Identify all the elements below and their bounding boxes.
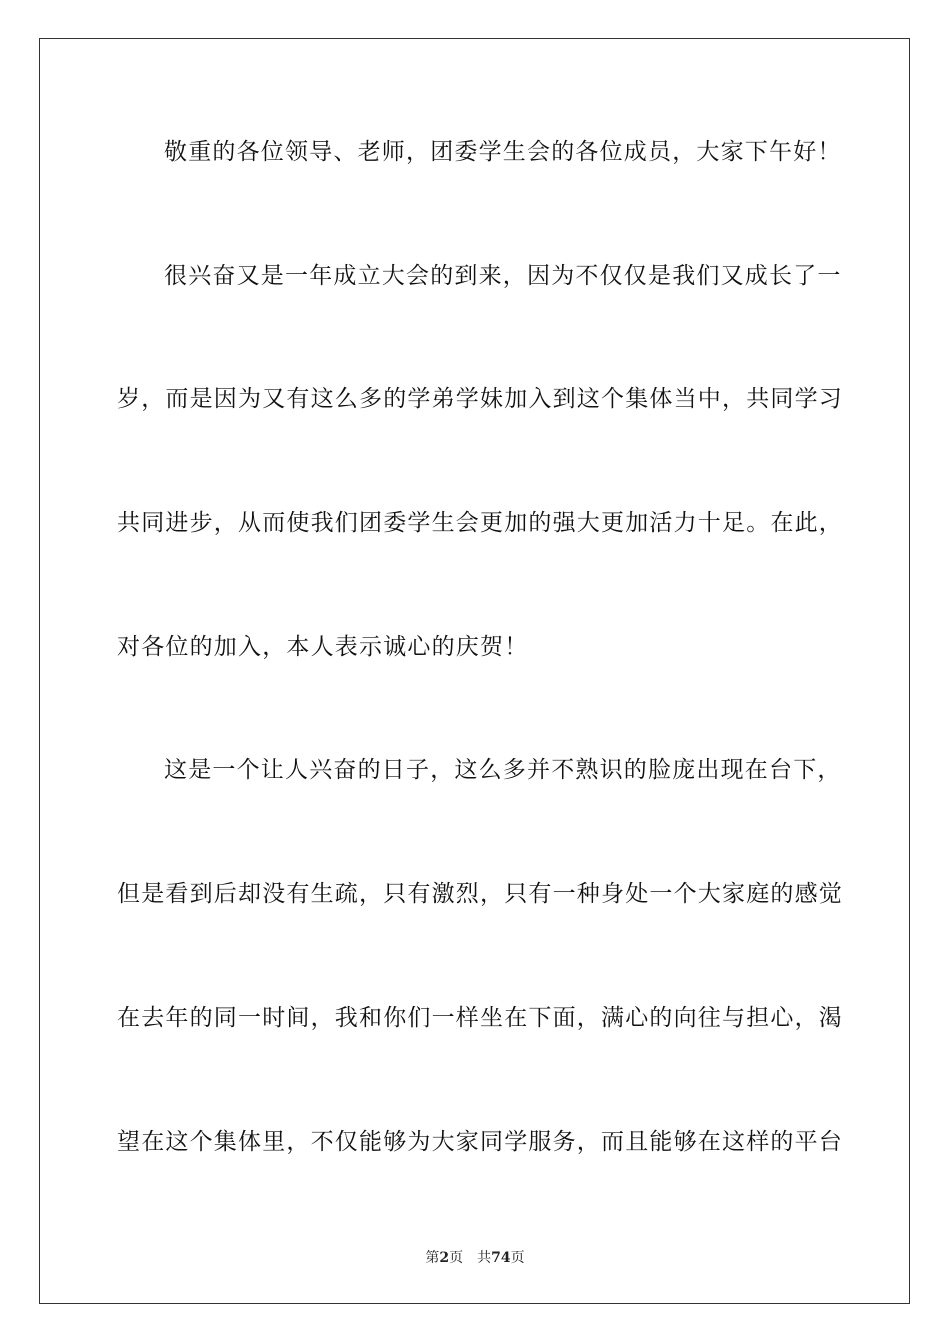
paragraph-line: 这是一个让人兴奋的日子，这么多并不熟识的脸庞出现在台下， [164, 757, 842, 783]
paragraph-line: 对各位的加入，本人表示诚心的庆贺！ [117, 634, 529, 660]
paragraph-line: 望在这个集体里，不仅能够为大家同学服务，而且能够在这样的平台 [117, 1129, 843, 1155]
paragraph-line: 但是看到后却没有生疏，只有激烈，只有一种身处一个大家庭的感觉 [117, 881, 843, 907]
page-number: 2 [439, 1250, 450, 1266]
paragraph-line: 敬重的各位领导、老师，团委学生会的各位成员，大家下午好！ [164, 139, 842, 165]
page-footer [0, 1247, 950, 1267]
paragraph-line: 很兴奋又是一年成立大会的到来，因为不仅仅是我们又成长了一 [164, 263, 842, 289]
page-border [39, 38, 910, 1304]
paragraph-line: 共同进步，从而使我们团委学生会更加的强大更加活力十足。在此， [117, 510, 843, 536]
total-prefix: 共 [477, 1250, 492, 1266]
page-prefix: 第 [425, 1250, 440, 1266]
paragraph-line: 岁，而是因为又有这么多的学弟学妹加入到这个集体当中，共同学习 [117, 386, 843, 412]
paragraph-line: 在去年的同一时间，我和你们一样坐在下面，满心的向往与担心，渴 [117, 1005, 843, 1031]
page-suffix: 页 [449, 1250, 464, 1266]
total-suffix: 页 [510, 1250, 525, 1266]
total-pages: 74 [491, 1250, 511, 1266]
